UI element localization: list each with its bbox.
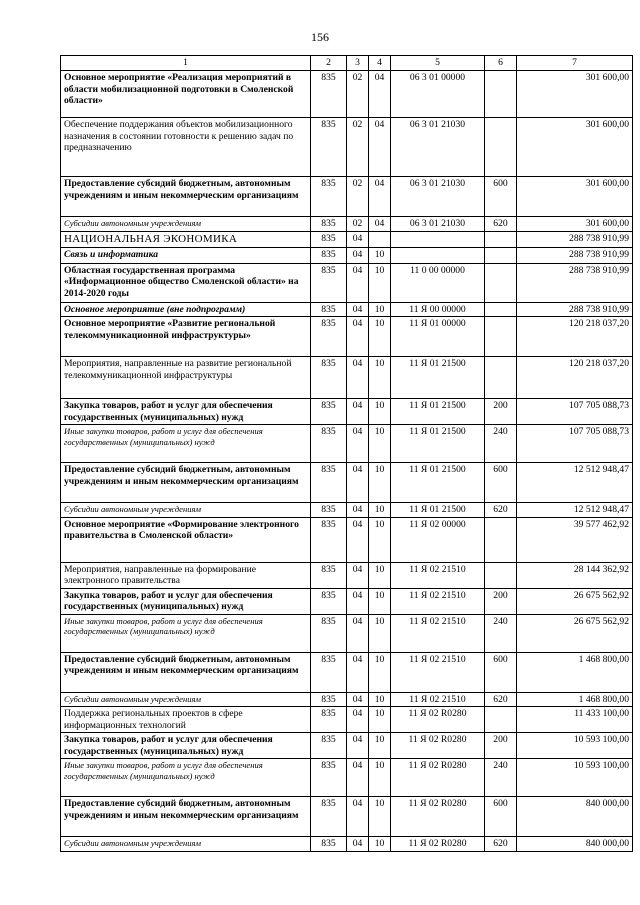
table-row bbox=[61, 217, 633, 232]
amount: 10 593 100,00 bbox=[517, 759, 633, 797]
target-article-code: 11 Я 01 21500 bbox=[391, 503, 485, 518]
ministry-code: 835 bbox=[311, 588, 347, 614]
item-name: Субсидии автономным учреждениям bbox=[61, 837, 311, 852]
section-code: 02 bbox=[347, 217, 369, 232]
section-code: 02 bbox=[347, 118, 369, 177]
section-code: 04 bbox=[347, 231, 369, 247]
item-name: Закупка товаров, работ и услуг для обеспечения государственных (муниципальных) нужд bbox=[61, 588, 311, 614]
section-code: 04 bbox=[347, 588, 369, 614]
table-row bbox=[61, 652, 633, 692]
ministry-code: 835 bbox=[311, 503, 347, 518]
table-row bbox=[61, 118, 633, 177]
target-article-code: 11 Я 02 R0280 bbox=[391, 733, 485, 759]
expense-type-code bbox=[485, 231, 517, 247]
ministry-code: 835 bbox=[311, 357, 347, 399]
item-name: Связь и информатика bbox=[61, 247, 311, 263]
amount: 301 600,00 bbox=[517, 118, 633, 177]
item-name: Предоставление субсидий бюджетным, автономным учреждениям и иным некоммерческим организациям bbox=[61, 652, 311, 692]
amount: 301 600,00 bbox=[517, 71, 633, 118]
section-code: 04 bbox=[347, 707, 369, 733]
ministry-code: 835 bbox=[311, 733, 347, 759]
table-row bbox=[61, 263, 633, 302]
subsection-code: 10 bbox=[369, 652, 391, 692]
subsection-code: 10 bbox=[369, 588, 391, 614]
target-article-code: 06 3 01 21030 bbox=[391, 118, 485, 177]
target-article-code: 11 Я 02 R0280 bbox=[391, 837, 485, 852]
subsection-code: 04 bbox=[369, 118, 391, 177]
amount: 12 512 948,47 bbox=[517, 503, 633, 518]
item-name: Основное мероприятие (вне подпрограмм) bbox=[61, 302, 311, 317]
ministry-code: 835 bbox=[311, 317, 347, 357]
table-row bbox=[61, 425, 633, 463]
amount: 301 600,00 bbox=[517, 217, 633, 232]
table-row bbox=[61, 302, 633, 317]
subsection-code: 10 bbox=[369, 263, 391, 302]
table-row bbox=[61, 177, 633, 217]
amount: 107 705 088,73 bbox=[517, 399, 633, 425]
subsection-code: 10 bbox=[369, 399, 391, 425]
amount: 288 738 910,99 bbox=[517, 263, 633, 302]
page-number: 156 bbox=[311, 30, 329, 44]
expense-type-code: 600 bbox=[485, 797, 517, 837]
amount: 10 593 100,00 bbox=[517, 733, 633, 759]
table-row bbox=[61, 837, 633, 852]
section-code: 04 bbox=[347, 733, 369, 759]
ministry-code: 835 bbox=[311, 425, 347, 463]
ministry-code: 835 bbox=[311, 302, 347, 317]
table-row bbox=[61, 614, 633, 652]
target-article-code: 11 Я 01 21500 bbox=[391, 463, 485, 503]
subsection-code: 10 bbox=[369, 562, 391, 588]
expense-type-code bbox=[485, 302, 517, 317]
item-name: Иные закупки товаров, работ и услуг для обеспечения государственных (муниципальных) нужд bbox=[61, 759, 311, 797]
ministry-code: 835 bbox=[311, 517, 347, 562]
expense-type-code bbox=[485, 71, 517, 118]
section-code: 04 bbox=[347, 759, 369, 797]
ministry-code: 835 bbox=[311, 692, 347, 707]
amount: 120 218 037,20 bbox=[517, 357, 633, 399]
item-name: Иные закупки товаров, работ и услуг для обеспечения государственных (муниципальных) нужд bbox=[61, 614, 311, 652]
item-name: Мероприятия, направленные на формирование электронного правительства bbox=[61, 562, 311, 588]
item-name: Основное мероприятие «Формирование электронного правительства в Смоленской области» bbox=[61, 517, 311, 562]
expense-type-code: 200 bbox=[485, 733, 517, 759]
target-article-code: 11 Я 02 21510 bbox=[391, 692, 485, 707]
item-name: Обеспечение поддержания объектов мобилизационного назначения в состоянии готовности к решению задач по предназначению bbox=[61, 118, 311, 177]
amount: 288 738 910,99 bbox=[517, 302, 633, 317]
expense-type-code: 200 bbox=[485, 588, 517, 614]
section-code: 02 bbox=[347, 177, 369, 217]
expense-type-code: 620 bbox=[485, 692, 517, 707]
item-name: Иные закупки товаров, работ и услуг для обеспечения государственных (муниципальных) нужд bbox=[61, 425, 311, 463]
section-code: 04 bbox=[347, 692, 369, 707]
table-row bbox=[61, 247, 633, 263]
table-row bbox=[61, 517, 633, 562]
ministry-code: 835 bbox=[311, 759, 347, 797]
table-row bbox=[61, 692, 633, 707]
target-article-code: 11 Я 02 R0280 bbox=[391, 707, 485, 733]
budget-table bbox=[60, 55, 633, 852]
column-header: 3 bbox=[347, 56, 369, 71]
table-row bbox=[61, 463, 633, 503]
expense-type-code: 200 bbox=[485, 399, 517, 425]
amount: 12 512 948,47 bbox=[517, 463, 633, 503]
section-code: 04 bbox=[347, 562, 369, 588]
table-row bbox=[61, 562, 633, 588]
subsection-code: 10 bbox=[369, 425, 391, 463]
table-row bbox=[61, 797, 633, 837]
target-article-code: 11 Я 02 21510 bbox=[391, 652, 485, 692]
expense-type-code: 620 bbox=[485, 503, 517, 518]
item-name: НАЦИОНАЛЬНАЯ ЭКОНОМИКА bbox=[61, 231, 311, 247]
subsection-code: 10 bbox=[369, 463, 391, 503]
ministry-code: 835 bbox=[311, 614, 347, 652]
expense-type-code: 600 bbox=[485, 463, 517, 503]
amount: 107 705 088,73 bbox=[517, 425, 633, 463]
table-row bbox=[61, 588, 633, 614]
column-header: 7 bbox=[517, 56, 633, 71]
ministry-code: 835 bbox=[311, 231, 347, 247]
subsection-code: 10 bbox=[369, 692, 391, 707]
column-header: 2 bbox=[311, 56, 347, 71]
section-code: 04 bbox=[347, 614, 369, 652]
amount: 288 738 910,99 bbox=[517, 231, 633, 247]
target-article-code: 11 Я 01 21500 bbox=[391, 425, 485, 463]
table-row bbox=[61, 357, 633, 399]
ministry-code: 835 bbox=[311, 263, 347, 302]
item-name: Закупка товаров, работ и услуг для обеспечения государственных (муниципальных) нужд bbox=[61, 733, 311, 759]
item-name: Основное мероприятие «Развитие региональной телекоммуникационной инфраструктуры» bbox=[61, 317, 311, 357]
target-article-code bbox=[391, 247, 485, 263]
expense-type-code bbox=[485, 118, 517, 177]
target-article-code: 11 Я 02 R0280 bbox=[391, 797, 485, 837]
amount: 28 144 362,92 bbox=[517, 562, 633, 588]
table-row bbox=[61, 707, 633, 733]
ministry-code: 835 bbox=[311, 399, 347, 425]
column-header: 5 bbox=[391, 56, 485, 71]
target-article-code: 11 Я 01 21500 bbox=[391, 399, 485, 425]
table-row bbox=[61, 231, 633, 247]
subsection-code: 10 bbox=[369, 517, 391, 562]
header-row bbox=[61, 56, 633, 71]
item-name: Субсидии автономным учреждениям bbox=[61, 217, 311, 232]
amount: 11 433 100,00 bbox=[517, 707, 633, 733]
section-code: 04 bbox=[347, 425, 369, 463]
table-row bbox=[61, 399, 633, 425]
expense-type-code: 620 bbox=[485, 837, 517, 852]
section-code: 04 bbox=[347, 797, 369, 837]
item-name: Закупка товаров, работ и услуг для обеспечения государственных (муниципальных) нужд bbox=[61, 399, 311, 425]
column-header: 4 bbox=[369, 56, 391, 71]
item-name: Предоставление субсидий бюджетным, автономным учреждениям и иным некоммерческим организациям bbox=[61, 463, 311, 503]
target-article-code: 11 Я 02 R0280 bbox=[391, 759, 485, 797]
section-code: 04 bbox=[347, 399, 369, 425]
target-article-code bbox=[391, 231, 485, 247]
target-article-code: 11 Я 01 00000 bbox=[391, 317, 485, 357]
expense-type-code: 620 bbox=[485, 217, 517, 232]
ministry-code: 835 bbox=[311, 463, 347, 503]
expense-type-code: 600 bbox=[485, 652, 517, 692]
target-article-code: 11 0 00 00000 bbox=[391, 263, 485, 302]
subsection-code: 10 bbox=[369, 797, 391, 837]
item-name: Предоставление субсидий бюджетным, автономным учреждениям и иным некоммерческим организациям bbox=[61, 797, 311, 837]
expense-type-code: 240 bbox=[485, 425, 517, 463]
amount: 120 218 037,20 bbox=[517, 317, 633, 357]
section-code: 04 bbox=[347, 837, 369, 852]
subsection-code: 10 bbox=[369, 357, 391, 399]
amount: 840 000,00 bbox=[517, 797, 633, 837]
target-article-code: 11 Я 02 21510 bbox=[391, 614, 485, 652]
subsection-code: 10 bbox=[369, 707, 391, 733]
subsection-code: 10 bbox=[369, 614, 391, 652]
target-article-code: 06 3 01 00000 bbox=[391, 71, 485, 118]
target-article-code: 11 Я 02 21510 bbox=[391, 588, 485, 614]
expense-type-code bbox=[485, 247, 517, 263]
target-article-code: 11 Я 02 00000 bbox=[391, 517, 485, 562]
amount: 39 577 462,92 bbox=[517, 517, 633, 562]
expense-type-code bbox=[485, 263, 517, 302]
ministry-code: 835 bbox=[311, 707, 347, 733]
target-article-code: 06 3 01 21030 bbox=[391, 217, 485, 232]
subsection-code: 04 bbox=[369, 177, 391, 217]
expense-type-code bbox=[485, 517, 517, 562]
amount: 26 675 562,92 bbox=[517, 614, 633, 652]
target-article-code: 11 Я 02 21510 bbox=[391, 562, 485, 588]
expense-type-code bbox=[485, 707, 517, 733]
amount: 26 675 562,92 bbox=[517, 588, 633, 614]
table-row bbox=[61, 71, 633, 118]
amount: 1 468 800,00 bbox=[517, 692, 633, 707]
target-article-code: 11 Я 00 00000 bbox=[391, 302, 485, 317]
table-row bbox=[61, 503, 633, 518]
item-name: Субсидии автономным учреждениям bbox=[61, 503, 311, 518]
amount: 840 000,00 bbox=[517, 837, 633, 852]
amount: 288 738 910,99 bbox=[517, 247, 633, 263]
expense-type-code: 600 bbox=[485, 177, 517, 217]
ministry-code: 835 bbox=[311, 217, 347, 232]
subsection-code: 10 bbox=[369, 247, 391, 263]
subsection-code: 10 bbox=[369, 837, 391, 852]
expense-type-code bbox=[485, 357, 517, 399]
expense-type-code: 240 bbox=[485, 614, 517, 652]
ministry-code: 835 bbox=[311, 562, 347, 588]
item-name: Основное мероприятие «Реализация мероприятий в области мобилизационной подготовки в Смоленской области» bbox=[61, 71, 311, 118]
section-code: 04 bbox=[347, 517, 369, 562]
table-row bbox=[61, 733, 633, 759]
section-code: 04 bbox=[347, 317, 369, 357]
expense-type-code bbox=[485, 562, 517, 588]
ministry-code: 835 bbox=[311, 652, 347, 692]
expense-type-code: 240 bbox=[485, 759, 517, 797]
subsection-code: 04 bbox=[369, 217, 391, 232]
section-code: 04 bbox=[347, 247, 369, 263]
section-code: 04 bbox=[347, 503, 369, 518]
item-name: Субсидии автономным учреждениям bbox=[61, 692, 311, 707]
subsection-code: 10 bbox=[369, 759, 391, 797]
column-header: 1 bbox=[61, 56, 311, 71]
item-name: Поддержка региональных проектов в сфере информационных технологий bbox=[61, 707, 311, 733]
subsection-code: 10 bbox=[369, 317, 391, 357]
subsection-code: 10 bbox=[369, 503, 391, 518]
subsection-code bbox=[369, 231, 391, 247]
ministry-code: 835 bbox=[311, 71, 347, 118]
target-article-code: 11 Я 01 21500 bbox=[391, 357, 485, 399]
item-name: Мероприятия, направленные на развитие региональной телекоммуникационной инфраструктуры bbox=[61, 357, 311, 399]
ministry-code: 835 bbox=[311, 118, 347, 177]
ministry-code: 835 bbox=[311, 797, 347, 837]
table-row bbox=[61, 317, 633, 357]
expense-type-code bbox=[485, 317, 517, 357]
amount: 301 600,00 bbox=[517, 177, 633, 217]
ministry-code: 835 bbox=[311, 247, 347, 263]
subsection-code: 10 bbox=[369, 302, 391, 317]
section-code: 04 bbox=[347, 463, 369, 503]
section-code: 02 bbox=[347, 71, 369, 118]
table-body bbox=[61, 71, 633, 852]
item-name: Предоставление субсидий бюджетным, автономным учреждениям и иным некоммерческим организациям bbox=[61, 177, 311, 217]
section-code: 04 bbox=[347, 302, 369, 317]
ministry-code: 835 bbox=[311, 177, 347, 217]
ministry-code: 835 bbox=[311, 837, 347, 852]
table-row bbox=[61, 759, 633, 797]
item-name: Областная государственная программа «Информационное общество Смоленской области» на 2014-2020 годы bbox=[61, 263, 311, 302]
amount: 1 468 800,00 bbox=[517, 652, 633, 692]
subsection-code: 04 bbox=[369, 71, 391, 118]
column-header: 6 bbox=[485, 56, 517, 71]
section-code: 04 bbox=[347, 652, 369, 692]
section-code: 04 bbox=[347, 357, 369, 399]
subsection-code: 10 bbox=[369, 733, 391, 759]
target-article-code: 06 3 01 21030 bbox=[391, 177, 485, 217]
section-code: 04 bbox=[347, 263, 369, 302]
